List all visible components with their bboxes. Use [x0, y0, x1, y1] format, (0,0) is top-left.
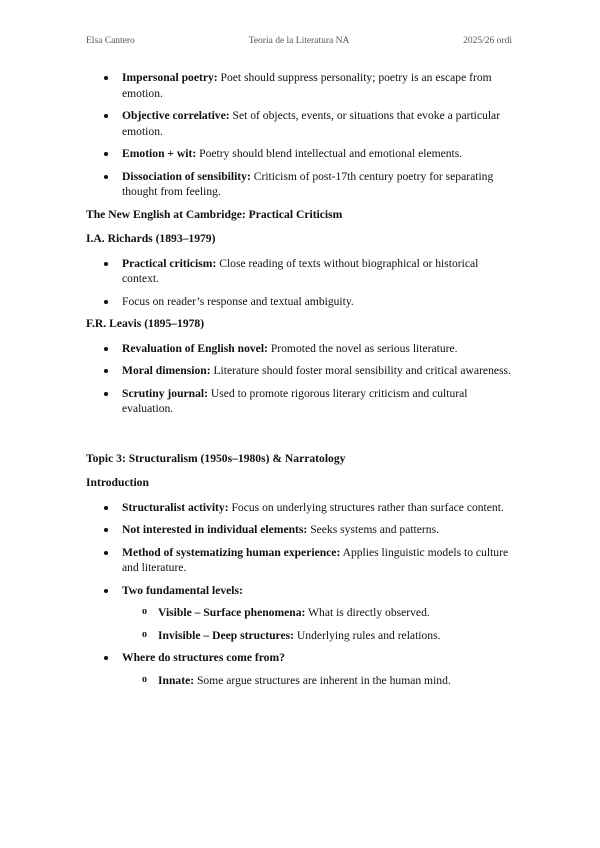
list-item: Emotion + wit: Poetry should blend intellectual and emotional elements.: [86, 146, 516, 162]
list-item: Where do structures come from? o Innate: Some argue structures are inherent in the human mind.: [86, 650, 516, 688]
list-item: Two fundamental levels: o Visible – Surface phenomena: What is directly observed. o Invisible – Deep structures: Underlying rules and relations.: [86, 583, 516, 644]
list-item: Objective correlative: Set of objects, events, or situations that evoke a particular emotion.: [86, 108, 516, 139]
sublist-item: o Visible – Surface phenomena: What is directly observed.: [122, 605, 516, 621]
page-header: [86, 36, 512, 50]
levels-sublist: [122, 605, 516, 643]
list-item: Impersonal poetry: Poet should suppress personality; poetry is an escape from emotion.: [86, 70, 516, 101]
list-item: Moral dimension: Literature should foster moral sensibility and critical awareness.: [86, 363, 516, 379]
section-heading-leavis: F.R. Leavis (1895–1978): [86, 317, 205, 330]
list-item: Method of systematizing human experience: Applies linguistic models to culture and literature.: [86, 545, 516, 576]
list-item: Revaluation of English novel: Promoted the novel as serious literature.: [86, 341, 516, 357]
section-heading-cambridge: The New English at Cambridge: Practical Criticism: [86, 207, 343, 221]
sublist-item: o Innate: Some argue structures are inherent in the human mind.: [122, 673, 516, 689]
origin-sublist: [122, 673, 516, 689]
list-item: Dissociation of sensibility: Criticism of post-17th century poetry for separating thought from feeling.: [86, 169, 516, 200]
leavis-list: [86, 341, 516, 417]
eliot-concepts-list: [86, 70, 516, 200]
list-item: Practical criticism: Close reading of texts without biographical or historical context.: [86, 256, 516, 287]
list-item: Not interested in individual elements: Seeks systems and patterns.: [86, 522, 516, 538]
section-heading-topic3: Topic 3: Structuralism (1950s–1980s) & Narratology: [86, 451, 346, 465]
header-term: 2025/26 ordi: [463, 36, 512, 46]
section-heading-introduction: Introduction: [86, 476, 149, 489]
document-body: [86, 70, 516, 695]
section-heading-richards: I.A. Richards (1893–1979): [86, 232, 216, 245]
header-author: Elsa Cantero: [86, 36, 135, 46]
header-course: Teoría de la Literatura NA: [248, 36, 350, 46]
structuralism-intro-list: [86, 500, 516, 689]
list-item: Scrutiny journal: Used to promote rigorous literary criticism and cultural evaluation.: [86, 386, 516, 417]
list-item: Structuralist activity: Focus on underlying structures rather than surface content.: [86, 500, 516, 516]
list-item: Focus on reader’s response and textual ambiguity.: [86, 294, 516, 310]
sublist-item: o Invisible – Deep structures: Underlying rules and relations.: [122, 628, 516, 644]
section-gap: [86, 424, 516, 444]
richards-list: [86, 256, 516, 310]
